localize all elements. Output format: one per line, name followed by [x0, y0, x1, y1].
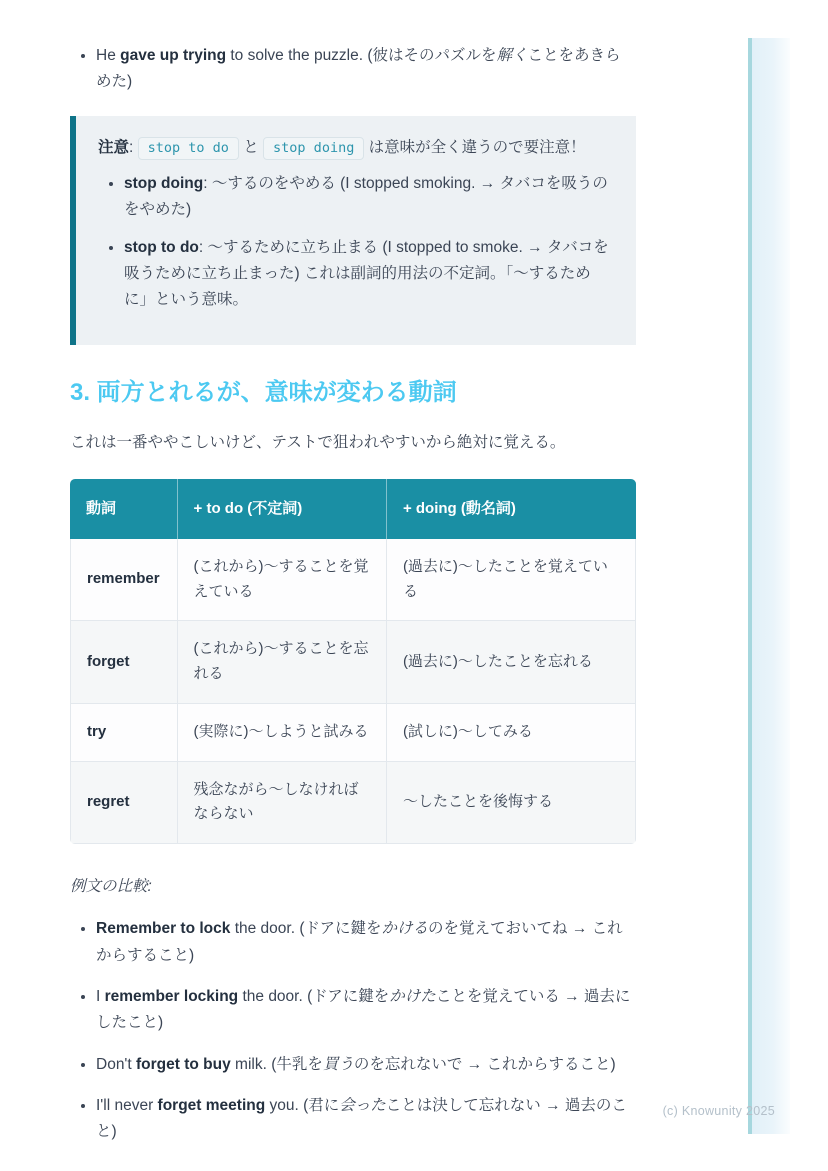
- examples-bullet-list: [70, 916, 636, 1145]
- cell-verb: regret: [70, 762, 178, 845]
- note-callout: [70, 116, 636, 345]
- cell-todo: (実際に)〜しようと試みる: [178, 704, 387, 762]
- cell-todo: 残念ながら〜しなければならない: [178, 762, 387, 845]
- verb-comparison-table: [70, 479, 636, 844]
- cell-verb: forget: [70, 621, 178, 704]
- document-content: [70, 30, 636, 1161]
- table-header-row: [70, 479, 636, 539]
- inline-code: stop to do: [138, 137, 239, 160]
- cell-todo: (これから)〜することを忘れる: [178, 621, 387, 704]
- column-header-verb: 動詞: [70, 479, 178, 539]
- list-item: • I remember locking the door. (ドアに鍵をかけたことを覚えている → 過去にしたこと): [96, 984, 636, 1037]
- list-item: • stop doing: 〜するのをやめる (I stopped smoking. → タバコを吸うのをやめた): [124, 171, 612, 224]
- list-item: • stop to do: 〜するために立ち止まる (I stopped to smoke. → タバコを吸うために立ち止まった) これは副詞的用法の不定詞。「〜するために」という意味。: [124, 235, 612, 314]
- examples-label: 例文の比較:: [70, 878, 152, 896]
- section-intro-paragraph: これは一番ややこしいけど、テストで狙われやすいから絶対に覚える。: [70, 433, 566, 451]
- section-heading: 3. 両方とれるが、意味が変わる動詞: [70, 378, 457, 406]
- copyright-footer: (c) Knowunity 2025: [662, 1104, 775, 1118]
- list-item: • Remember to lock the door. (ドアに鍵をかけるのを覚えておいてね → これからすること): [96, 916, 636, 969]
- cell-doing: (試しに)〜してみる: [387, 704, 636, 762]
- table-row: [70, 762, 636, 845]
- callout-bullet-list: [98, 171, 612, 314]
- page-edge-bar: [748, 38, 790, 1134]
- cell-todo: (これから)〜することを覚えている: [178, 539, 387, 622]
- column-header-doing: + doing (動名詞): [387, 479, 636, 539]
- cell-verb: try: [70, 704, 178, 762]
- cell-verb: remember: [70, 539, 178, 622]
- list-item: • He gave up trying to solve the puzzle. (彼はそのパズルを解くことをあきらめた): [96, 43, 636, 96]
- cell-doing: (過去に)〜したことを忘れる: [387, 621, 636, 704]
- intro-bullet-list: [70, 43, 636, 96]
- cell-doing: 〜したことを後悔する: [387, 762, 636, 845]
- list-item: • Don't forget to buy milk. (牛乳を買うのを忘れないで → これからすること): [96, 1052, 636, 1078]
- column-header-todo: + to do (不定詞): [178, 479, 387, 539]
- list-item: • I'll never forget meeting you. (君に会ったことは決して忘れない → 過去のこと): [96, 1093, 636, 1146]
- table-row: [70, 539, 636, 622]
- cell-doing: (過去に)〜したことを覚えている: [387, 539, 636, 622]
- callout-title: 注意: stop to do と stop doing は意味が全く違うので要注意！: [98, 135, 612, 161]
- table-row: [70, 704, 636, 762]
- table-row: [70, 621, 636, 704]
- inline-code: stop doing: [263, 137, 364, 160]
